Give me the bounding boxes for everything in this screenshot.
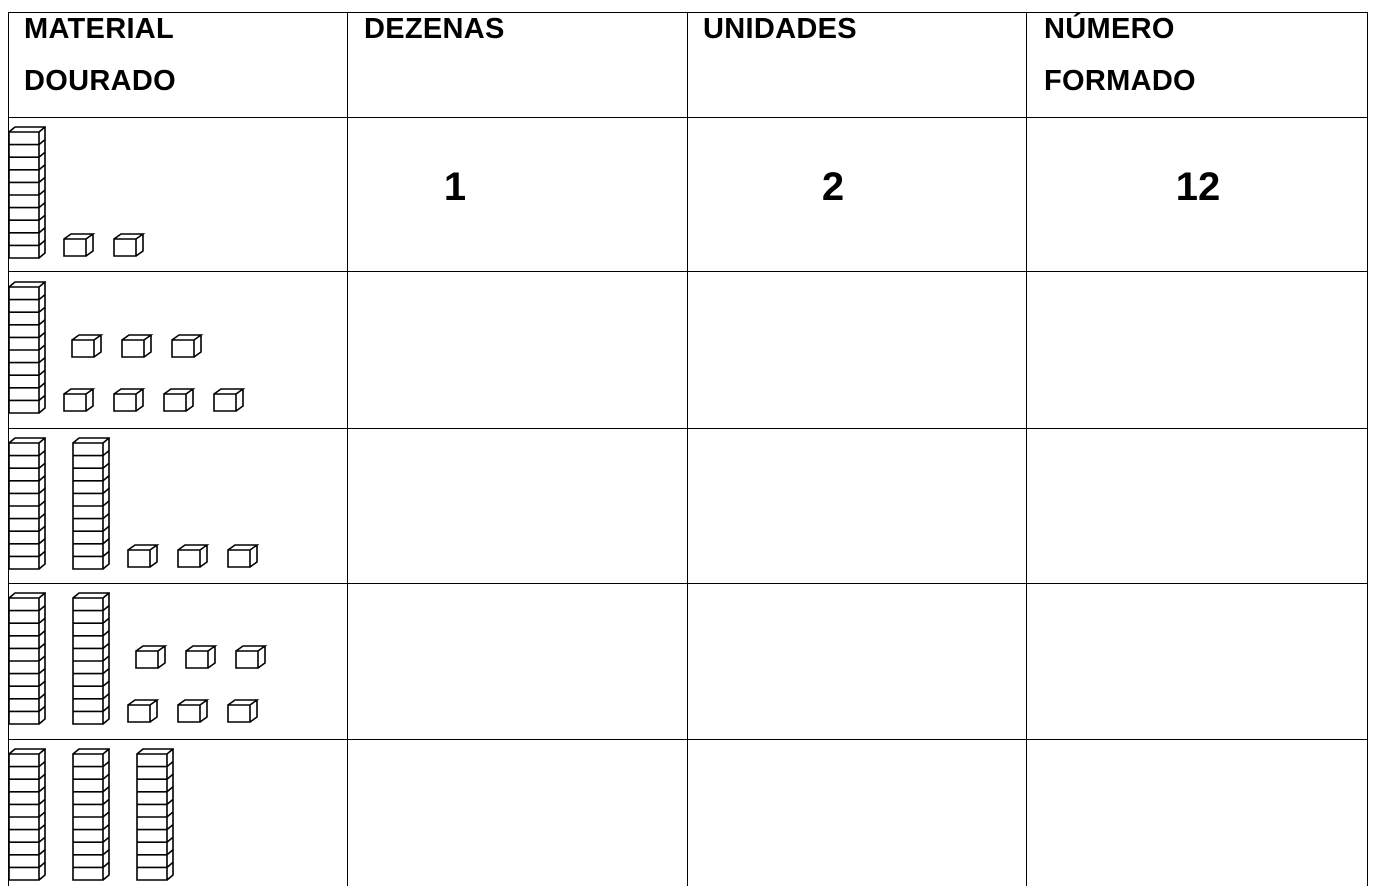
header-line: DEZENAS [364, 13, 505, 45]
unidade-cube-icon [170, 333, 206, 359]
dezena-rod-icon [8, 435, 46, 571]
row-divider [8, 583, 1368, 584]
unidade-cube-icon [70, 333, 106, 359]
unidade-cube-icon [62, 232, 98, 258]
unidade-cube-icon [112, 387, 148, 413]
cell-unidades: 2 [821, 165, 845, 209]
header-numero-formado [1044, 3, 1196, 107]
material-dourado-drawing [8, 586, 308, 736]
material-dourado-drawing [8, 275, 308, 425]
unidade-cube-icon [234, 644, 270, 670]
material-dourado-drawing [8, 742, 308, 892]
header-unidades [703, 3, 857, 55]
dezena-rod-icon [136, 746, 174, 882]
dezena-rod-icon [72, 746, 110, 882]
dezena-rod-icon [8, 746, 46, 882]
row-divider [8, 117, 1368, 118]
header-line: DOURADO [24, 65, 176, 97]
unidade-cube-icon [184, 644, 220, 670]
cell-numero-formado: 12 [1175, 165, 1221, 209]
header-line: FORMADO [1044, 65, 1196, 97]
unidade-cube-icon [226, 543, 262, 569]
row-divider [8, 271, 1368, 272]
unidade-cube-icon [126, 543, 162, 569]
column-divider [1026, 12, 1027, 886]
dezena-rod-icon [72, 590, 110, 726]
dezena-rod-icon [8, 279, 46, 415]
unidade-cube-icon [134, 644, 170, 670]
header-material-dourado [24, 3, 176, 107]
cell-dezenas: 1 [443, 165, 467, 209]
unidade-cube-icon [226, 698, 262, 724]
unidade-cube-icon [62, 387, 98, 413]
dezena-rod-icon [8, 124, 46, 260]
column-divider [687, 12, 688, 886]
unidade-cube-icon [212, 387, 248, 413]
unidade-cube-icon [162, 387, 198, 413]
unidade-cube-icon [176, 543, 212, 569]
row-divider [8, 428, 1368, 429]
dezena-rod-icon [8, 590, 46, 726]
header-line: MATERIAL [24, 13, 175, 45]
column-divider [347, 12, 348, 886]
unidade-cube-icon [120, 333, 156, 359]
unidade-cube-icon [112, 232, 148, 258]
row-divider [8, 739, 1368, 740]
unidade-cube-icon [176, 698, 212, 724]
material-dourado-drawing [8, 431, 308, 581]
unidade-cube-icon [126, 698, 162, 724]
dezena-rod-icon [72, 435, 110, 571]
header-line: NÚMERO [1044, 13, 1175, 45]
material-dourado-drawing [8, 120, 308, 270]
header-line: UNIDADES [703, 13, 857, 45]
table-border-right [1367, 12, 1368, 886]
header-dezenas [364, 3, 505, 55]
